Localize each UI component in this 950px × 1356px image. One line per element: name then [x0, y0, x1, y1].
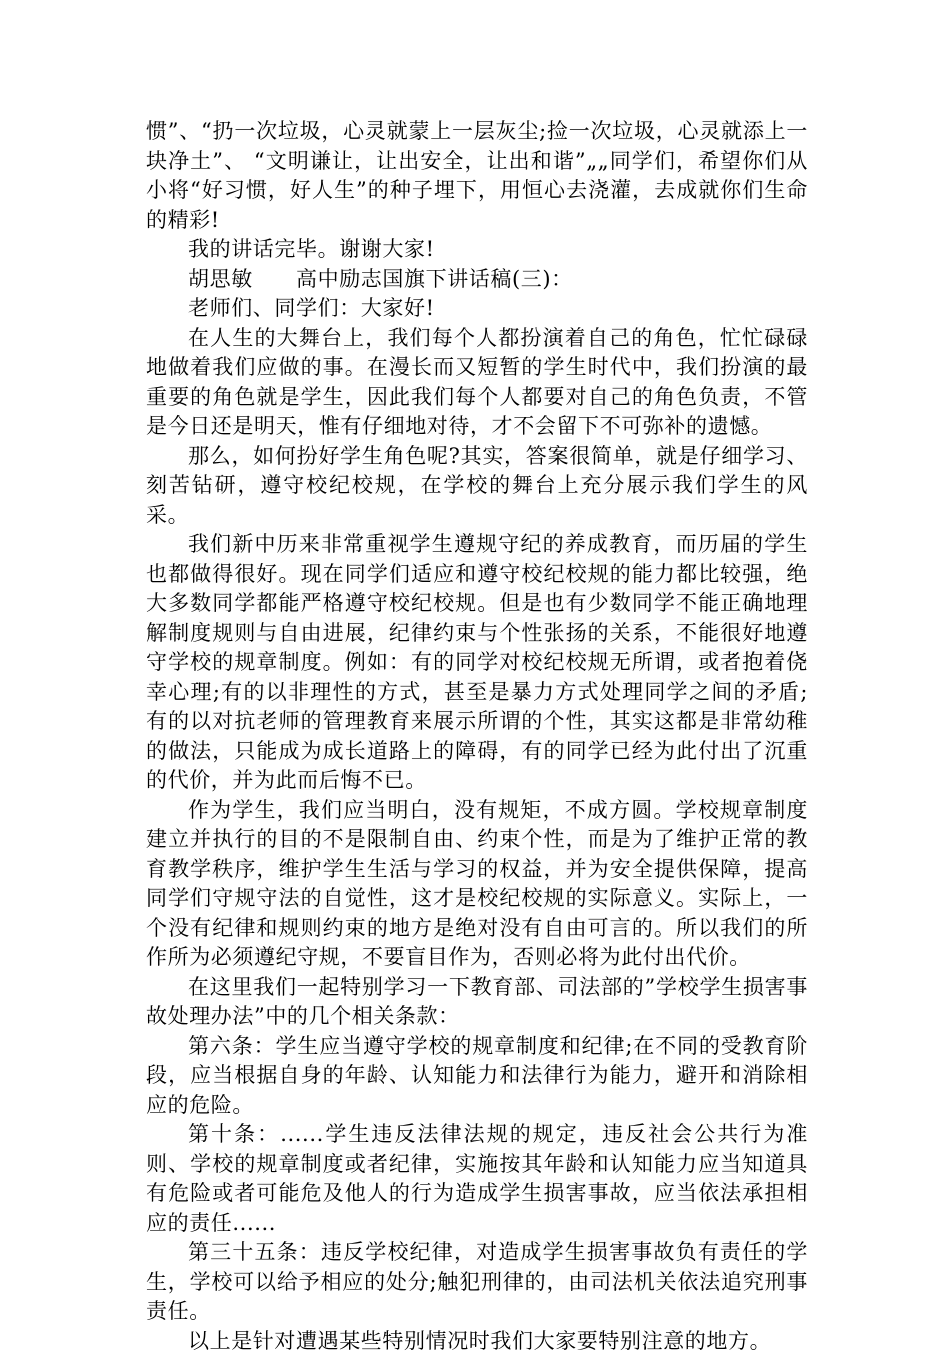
paragraph-discipline-education: 我们新中历来非常重视学生遵规守纪的养成教育，而历届的学生也都做得很好。现在同学们适应和遵守校纪校规的能力都比较强，绝大多数同学都能严格遵守校纪校规。但是也有少数同学不能正确地理解制度规则与自由进展，纪律约束与个性张扬的关系，不能很好地遵守学校的规章制度。例如：有的同学对校纪校规无所谓，或者抱着侥幸心理;有的以非理性的方式，甚至是暴力方式处理同学之间的矛盾;有的以对抗老师的管理教育来展示所谓的个性，其实这都是非常幼稚的做法，只能成为成长道路上的障碍，有的同学已经为此付出了沉重的代价，并为此而后悔不已。 — [146, 530, 808, 796]
article-thirty-five: 第三十五条：违反学校纪律，对造成学生损害事故负有责任的学生，学校可以给予相应的处分;触犯刑律的，由司法机关依法追究刑事责任。 — [146, 1238, 808, 1327]
document-page — [146, 117, 808, 1356]
greeting: 老师们、同学们：大家好! — [146, 294, 808, 324]
section-heading: 胡思敏 高中励志国旗下讲话稿(三)： — [146, 265, 808, 295]
paragraph-opening-continuation: 惯”、“扔一次垃圾，心灵就蒙上一层灰尘;捡一次垃圾，心灵就添上一块净土”、 “文明谦让，让出安全，让出和谐”„„同学们，希望你们从小将“好习惯，好人生”的种子埋下，用恒心去浇灌，去成就你们生命的精彩! — [146, 117, 808, 235]
paragraph-life-stage: 在人生的大舞台上，我们每个人都扮演着自己的角色，忙忙碌碌地做着我们应做的事。在漫长而又短暂的学生时代中，我们扮演的最重要的角色就是学生，因此我们每个人都要对自己的角色负责，不管是今日还是明天，惟有仔细地对待，才不会留下不可弥补的遗憾。 — [146, 324, 808, 442]
paragraph-conclusion: 以上是针对遭遇某些特别情况时我们大家要特别注意的地方。 — [146, 1327, 808, 1356]
paragraph-closing-remark: 我的讲话完毕。谢谢大家! — [146, 235, 808, 265]
article-six: 第六条：学生应当遵守学校的规章制度和纪律;在不同的受教育阶段，应当根据自身的年龄、认知能力和法律行为能力，避开和消除相应的危险。 — [146, 1032, 808, 1121]
paragraph-rules-meaning: 作为学生，我们应当明白，没有规矩，不成方圆。学校规章制度建立并执行的目的不是限制自由、约束个性，而是为了维护正常的教育教学秩序，维护学生生活与学习的权益，并为安全提供保障，提高同学们守规守法的自觉性，这才是校纪校规的实际意义。实际上，一个没有纪律和规则约束的地方是绝对没有自由可言的。所以我们的所作所为必须遵纪守规，不要盲目作为，否则必将为此付出代价。 — [146, 796, 808, 973]
paragraph-student-role: 那么，如何扮好学生角色呢?其实，答案很简单，就是仔细学习、刻苦钻研，遵守校纪校规，在学校的舞台上充分展示我们学生的风采。 — [146, 442, 808, 531]
paragraph-regulation-intro: 在这里我们一起特别学习一下教育部、司法部的”学校学生损害事故处理办法”中的几个相关条款： — [146, 973, 808, 1032]
article-ten: 第十条：......学生违反法律法规的规定，违反社会公共行为准则、学校的规章制度或者纪律，实施按其年龄和认知能力应当知道具有危险或者可能危及他人的行为造成学生损害事故，应当依法承担相应的责任...... — [146, 1120, 808, 1238]
